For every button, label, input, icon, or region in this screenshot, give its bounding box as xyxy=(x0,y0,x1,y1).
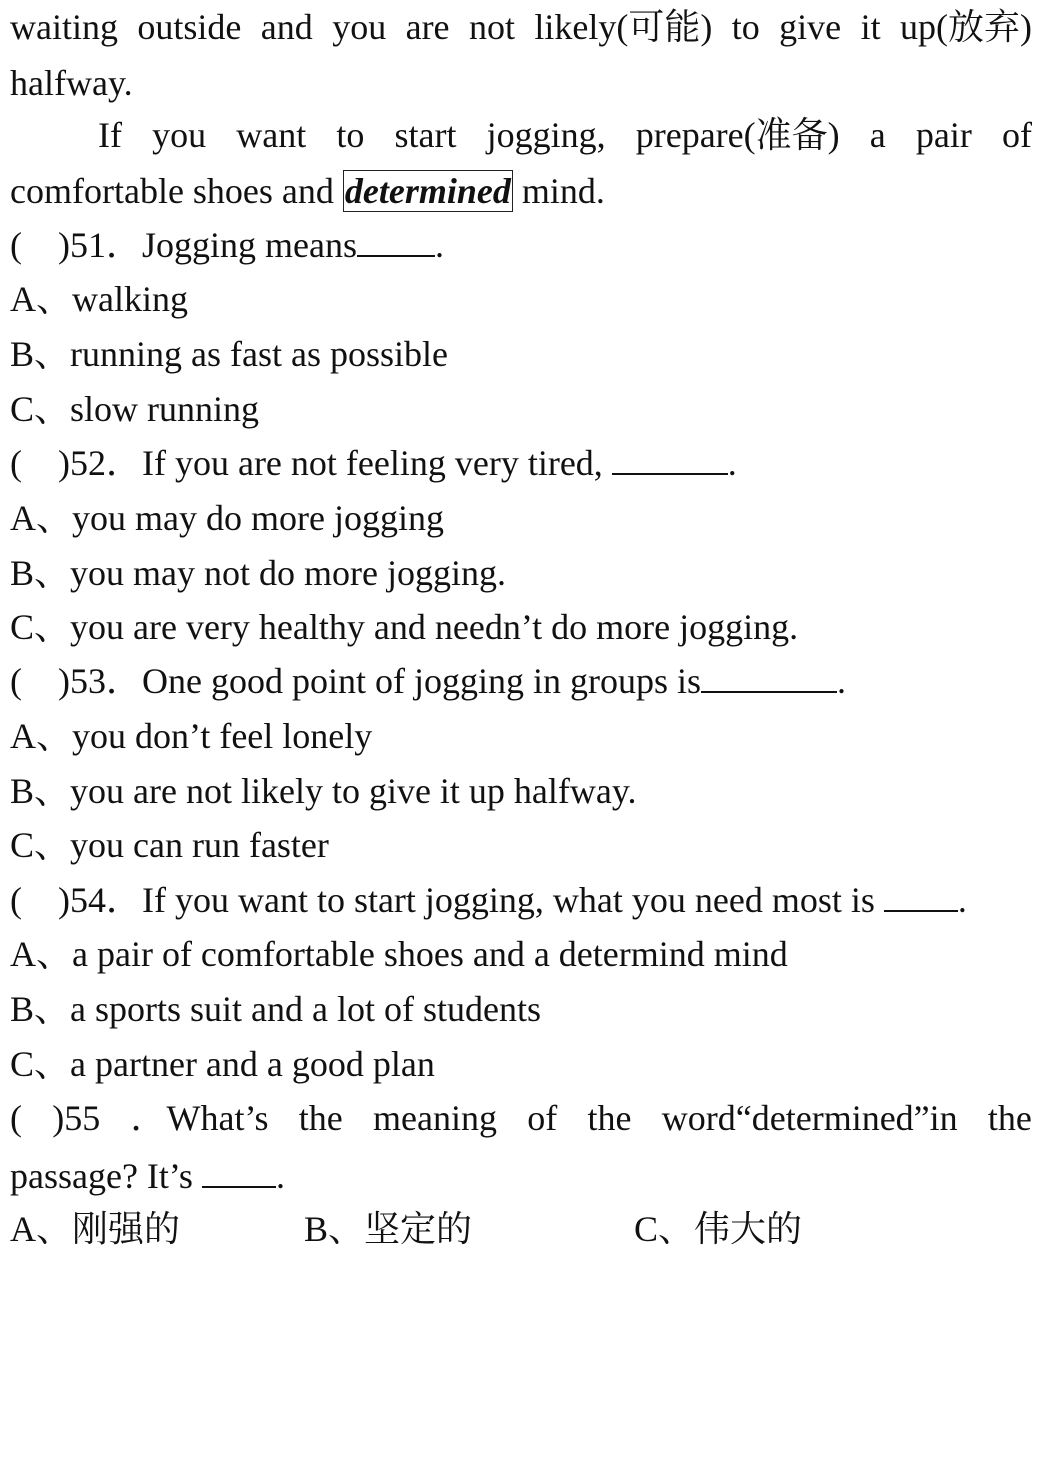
question-stem: 51．Jogging means xyxy=(69,225,357,265)
passage-word: you xyxy=(152,115,207,155)
passage-word: of xyxy=(1001,115,1032,155)
option-text: A、you may do more jogging xyxy=(10,498,444,538)
question-punct: . xyxy=(434,225,444,265)
passage-word: jogging, xyxy=(486,115,606,155)
question-word: the xyxy=(587,1098,632,1138)
question-stem: 53．One good point of jogging in groups is xyxy=(69,661,701,701)
question-punct: . xyxy=(836,661,846,701)
answer-paren: ( ) xyxy=(10,880,70,920)
question-55-line-2 xyxy=(10,1153,1032,1201)
passage-text: mind. xyxy=(512,171,605,211)
passage-line-2 xyxy=(10,60,1032,108)
answer-blank xyxy=(357,225,435,257)
passage-word: are xyxy=(405,7,450,47)
question-stem: 54．If you want to start jogging, what you need most is xyxy=(69,880,884,920)
option-text: B、you may not do more jogging. xyxy=(10,553,506,593)
passage-word: you xyxy=(332,7,387,47)
passage-text: comfortable shoes and xyxy=(10,171,343,211)
question-53 xyxy=(10,658,1032,706)
passage-line-1 xyxy=(10,4,1032,52)
question-word: of xyxy=(527,1098,558,1138)
option-53-b xyxy=(10,768,1032,816)
answer-paren: ( xyxy=(10,1098,22,1138)
passage-word: pair xyxy=(915,115,972,155)
option-53-a xyxy=(10,713,1032,761)
answer-blank xyxy=(612,443,728,475)
option-text: A、you don’t feel lonely xyxy=(10,716,373,756)
passage-line-3 xyxy=(98,112,1032,160)
question-word: the xyxy=(298,1098,343,1138)
option-text: A、a pair of comfortable shoes and a determind mind xyxy=(10,934,788,974)
question-word: ．What’s xyxy=(130,1098,269,1138)
passage-word: outside xyxy=(137,7,242,47)
passage-word: to xyxy=(731,7,760,47)
option-text: B、a sports suit and a lot of students xyxy=(10,989,541,1029)
option-text: B、you are not likely to give it up halfway. xyxy=(10,771,637,811)
option-52-b xyxy=(10,550,1032,598)
passage-word: want xyxy=(236,115,307,155)
option-54-b xyxy=(10,986,1032,1034)
answer-blank xyxy=(202,1156,276,1188)
passage-word: waiting xyxy=(10,7,118,47)
passage-word: start xyxy=(394,115,457,155)
answer-paren: ( ) xyxy=(10,225,70,265)
option-51-a xyxy=(10,276,1032,324)
option-52-c xyxy=(10,604,1032,652)
option-51-b xyxy=(10,331,1032,379)
answer-paren: ( ) xyxy=(10,661,70,701)
option-text: C、伟大的 xyxy=(634,1209,803,1249)
option-text: C、a partner and a good plan xyxy=(10,1044,435,1084)
question-punct: . xyxy=(957,880,967,920)
question-stem: passage? It’s xyxy=(10,1156,202,1196)
option-text: B、坚定的 xyxy=(304,1209,473,1249)
option-53-c xyxy=(10,822,1032,870)
option-text: B、running as fast as possible xyxy=(10,334,448,374)
option-text: A、walking xyxy=(10,279,188,319)
question-51 xyxy=(10,222,1032,270)
passage-word: and xyxy=(260,7,313,47)
answer-blank xyxy=(884,880,958,912)
passage-word: likely(可能) xyxy=(534,7,713,47)
option-54-c xyxy=(10,1041,1032,1089)
passage-text: halfway. xyxy=(10,63,133,103)
question-54 xyxy=(10,877,1032,925)
answer-paren: ( ) xyxy=(10,443,70,483)
answer-blank xyxy=(701,661,837,693)
option-text: C、you are very healthy and needn’t do more jogging. xyxy=(10,607,799,647)
option-51-c xyxy=(10,386,1032,434)
question-52 xyxy=(10,440,1032,488)
passage-word: up(放弃) xyxy=(899,7,1032,47)
passage-word: prepare(准备) xyxy=(635,115,840,155)
question-punct: . xyxy=(275,1156,285,1196)
option-text: A、刚强的 xyxy=(10,1209,180,1249)
highlighted-word: determined xyxy=(344,171,511,211)
passage-word: to xyxy=(336,115,365,155)
question-word: word“determined”in xyxy=(661,1098,958,1138)
options-55-row xyxy=(10,1206,1032,1254)
question-word: the xyxy=(987,1098,1032,1138)
option-text: C、you can run faster xyxy=(10,825,329,865)
passage-word: give xyxy=(779,7,842,47)
passage-word: If xyxy=(98,115,122,155)
passage-line-4 xyxy=(10,168,1032,216)
question-word: )55 xyxy=(52,1098,101,1138)
option-54-a xyxy=(10,931,1032,979)
option-text: C、slow running xyxy=(10,389,260,429)
question-punct: . xyxy=(727,443,737,483)
passage-word: a xyxy=(869,115,886,155)
question-word: meaning xyxy=(373,1098,497,1138)
passage-word: it xyxy=(860,7,881,47)
option-52-a xyxy=(10,495,1032,543)
question-55-line-1 xyxy=(10,1095,1032,1143)
passage-word: not xyxy=(468,7,515,47)
question-stem: 52．If you are not feeling very tired, xyxy=(69,443,612,483)
